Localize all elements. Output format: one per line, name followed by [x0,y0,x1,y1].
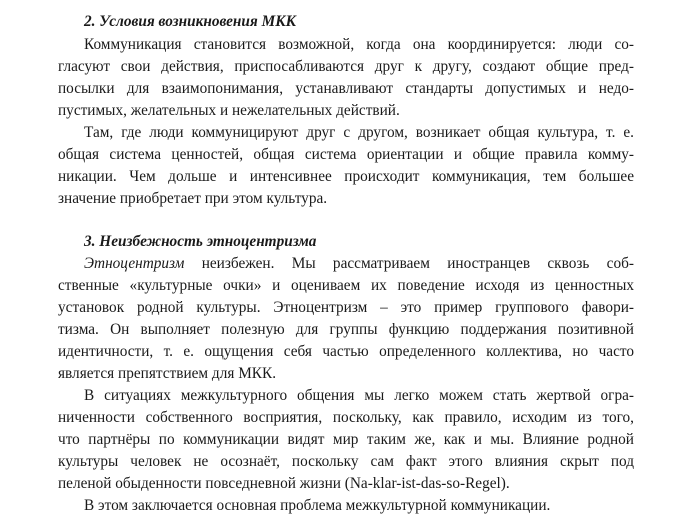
paragraph-line: установок родной культуры. Этноцентризм – это пример группового фавори- [58,299,634,316]
paragraph-line: гласуют свои действия, приспосабливаются друг к другу, создают общие пред- [58,58,634,75]
section-heading-conditions: 2. Условия возникновения МКК [84,13,296,30]
paragraph-line: является препятствием для МКК. [58,365,277,382]
paragraph-line: ниченности собственного восприятия, поскольку, как правило, исходим из того, [58,409,634,426]
paragraph-line: ственные «культурные очки» и оцениваем их поведение исходя из ценностных [58,277,634,294]
paragraph-line [84,253,634,275]
paragraph-line: культуры человек не осознаёт, поскольку сам факт этого влияния скрыт под [58,453,634,470]
section-heading-ethnocentrism: 3. Неизбежность этноцентризма [84,233,317,250]
paragraph-line: тизма. Он выполняет полезную для группы функцию поддержания позитивной [58,321,634,338]
paragraph-line: идентичности, т. е. ощущения себя частью определенного коллектива, но часто [58,343,634,360]
paragraph-line: никации. Чем дольше и интенсивнее происходит коммуникация, тем большее [58,168,634,185]
paragraph-line: В этом заключается основная проблема межкультурной коммуникации. [84,497,551,514]
paragraph-line: посылки для взаимопонимания, устанавливают стандарты допустимых и недо- [58,80,634,97]
paragraph-line: пеленой обыденности повседневной жизни (Na-klar-ist-das-so-Regel). [58,475,510,492]
paragraph-line: значение приобретает при этом культура. [58,190,328,207]
paragraph-line: общая система ценностей, общая система ориентации и общие правила комму- [58,146,634,163]
paragraph-line: Коммуникация становится возможной, когда она координируется: люди со- [84,36,634,53]
paragraph-line-rest: неизбежен. Мы рассматриваем иностранцев сквозь соб- [184,255,634,272]
paragraph-line: пустимых, желательных и нежелательных действий. [58,102,400,119]
paragraph-line: что партнёры по коммуникации видят мир таким же, как и мы. Влияние родной [58,431,634,448]
paragraph-line: В ситуациях межкультурного общения мы легко можем стать жертвой огра- [84,387,634,404]
paragraph-line: Там, где люди коммуницируют друг с другом, возникает общая культура, т. е. [84,124,634,141]
term-ethnocentrism: Этноцентризм [84,255,185,272]
